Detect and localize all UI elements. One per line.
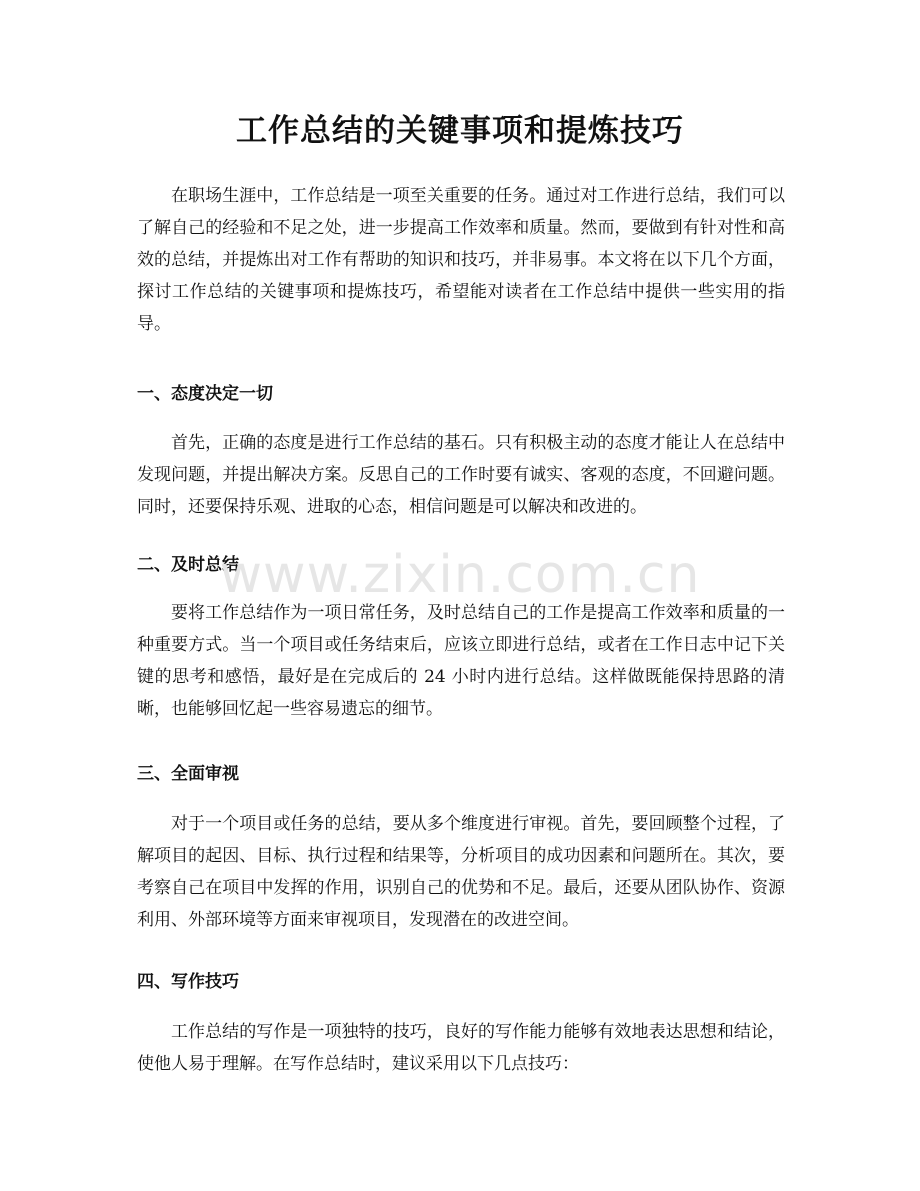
section-heading-2: 二、及时总结 — [137, 555, 239, 575]
section-body-2: 要将工作总结作为一项日常任务，及时总结自己的工作是提高工作效率和质量的一种重要方式。当一个项目或任务结束后，应该立即进行总结，或者在工作日志中记下关键的思考和感悟，最好是在完成后的 24 小时内进行总结。这样做既能保持思路的清晰，也能够回忆起一些容易遗忘的细节。 — [137, 603, 785, 719]
section-body-1: 首先，正确的态度是进行工作总结的基石。只有积极主动的态度才能让人在总结中发现问题，并提出解决方案。反思自己的工作时要有诚实、客观的态度，不回避问题。同时，还要保持乐观、进取的心态，相信问题是可以解决和改进的。 — [137, 433, 785, 517]
section-heading-3: 三、全面审视 — [137, 764, 239, 784]
section-body-3: 对于一个项目或任务的总结，要从多个维度进行审视。首先，要回顾整个过程，了解项目的起因、目标、执行过程和结果等，分析项目的成功因素和问题所在。其次，要考察自己在项目中发挥的作用，识别自己的优势和不足。最后，还要从团队协作、资源利用、外部环境等方面来审视项目，发现潜在的改进空间。 — [137, 814, 785, 930]
watermark: www.zixin.com.cn — [219, 545, 701, 605]
intro-paragraph: 在职场生涯中，工作总结是一项至关重要的任务。通过对工作进行总结，我们可以了解自己的经验和不足之处，进一步提高工作效率和质量。然而，要做到有针对性和高效的总结，并提炼出对工作有帮助的知识和技巧，并非易事。本文将在以下几个方面，探讨工作总结的关键事项和提炼技巧，希望能对读者在工作总结中提供一些实用的指导。 — [137, 186, 785, 334]
section-heading-4: 四、写作技巧 — [137, 972, 239, 992]
section-body-4: 工作总结的写作是一项独特的技巧，良好的写作能力能够有效地表达思想和结论，使他人易于理解。在写作总结时，建议采用以下几点技巧： — [137, 1022, 785, 1074]
page-title: 工作总结的关键事项和提炼技巧 — [236, 113, 684, 149]
section-heading-1: 一、态度决定一切 — [137, 384, 273, 404]
